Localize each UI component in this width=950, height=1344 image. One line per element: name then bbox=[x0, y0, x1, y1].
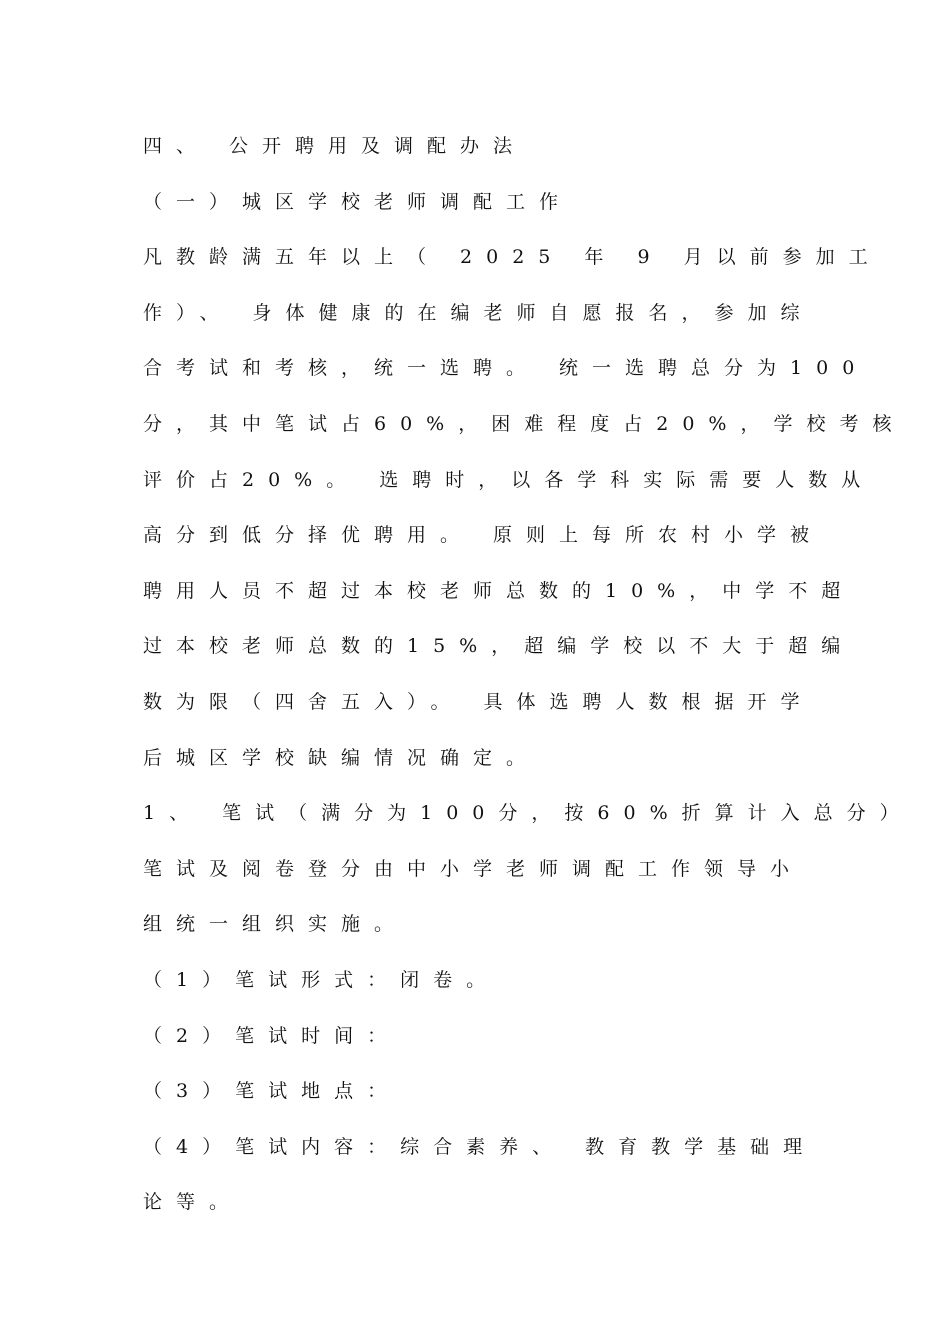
paragraph-line: 后城区学校缺编情况确定。 bbox=[143, 746, 540, 769]
paragraph-line: 数为限（四舍五入）。 具体选聘人数根据开学 bbox=[143, 690, 814, 713]
list-item: （1）笔试形式：闭卷。 bbox=[143, 968, 500, 991]
list-item-continuation: 论等。 bbox=[143, 1191, 243, 1214]
paragraph-line: 高分到低分择优聘用。 原则上每所农村小学被 bbox=[143, 524, 824, 547]
paragraph-line: 聘用人员不超过本校老师总数的10%，中学不超 bbox=[143, 579, 855, 602]
paragraph-line: 笔试及阅卷登分由中小学老师调配工作领导小 bbox=[143, 857, 804, 880]
list-item: （3）笔试地点： bbox=[143, 1080, 401, 1103]
list-item: （2）笔试时间： bbox=[143, 1024, 401, 1047]
subsection-heading: （一）城区学校老师调配工作 bbox=[143, 190, 573, 213]
paragraph-line: 过本校老师总数的15%，超编学校以不大于超编 bbox=[143, 635, 855, 658]
paragraph-line: 组统一组织实施。 bbox=[143, 913, 408, 936]
section-heading: 四、 公开聘用及调配办法 bbox=[143, 135, 527, 157]
list-item: （4）笔试内容：综合素养、 教育教学基础理 bbox=[143, 1135, 817, 1158]
paragraph-line: 分，其中笔试占60%，困难程度占20%，学校考核 bbox=[143, 412, 906, 435]
paragraph-line: 作）、 身体健康的在编老师自愿报名，参加综 bbox=[143, 301, 814, 324]
document-body bbox=[143, 128, 913, 1240]
paragraph-line: 凡教龄满五年以上（ 2025 年 9 月以前参加工 bbox=[143, 246, 882, 269]
item-heading: 1、 笔试（满分为100分，按60%折算计入总分） bbox=[143, 802, 913, 825]
paragraph-line: 合考试和考核，统一选聘。 统一选聘总分为100 bbox=[143, 357, 869, 380]
paragraph-line: 评价占20%。 选聘时，以各学科实际需要人数从 bbox=[143, 468, 875, 491]
